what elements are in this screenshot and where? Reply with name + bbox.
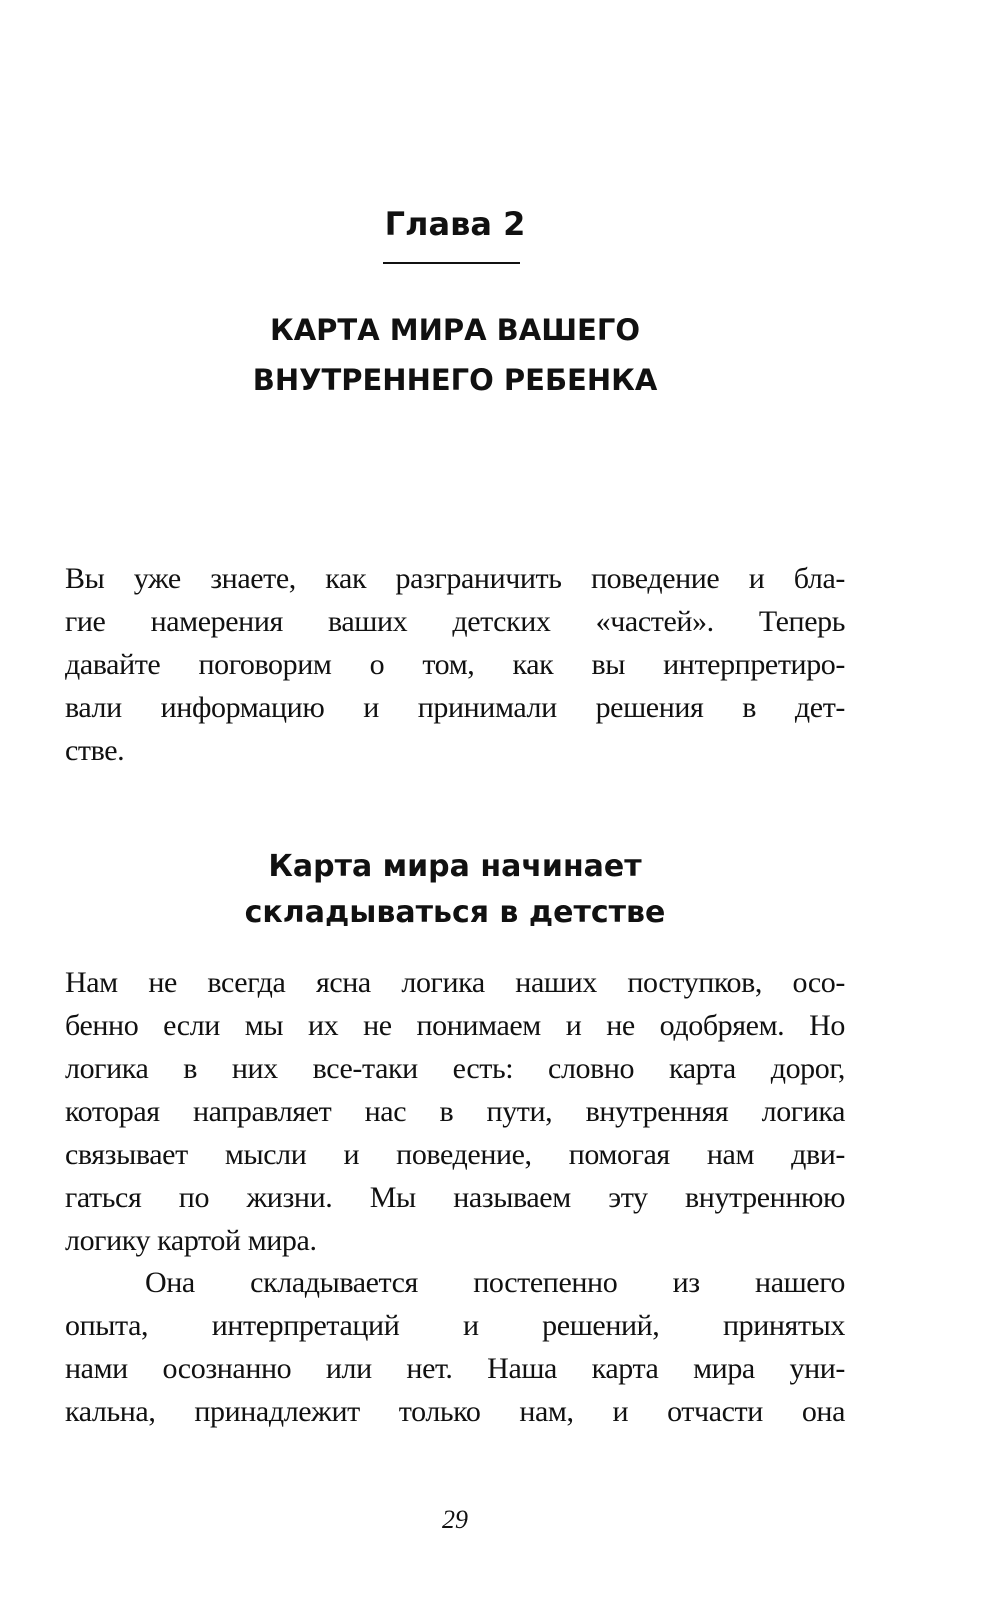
- text-line: логика в них все-таки есть: словно карта дорог,: [65, 1052, 845, 1085]
- text-line: которая направляет нас в пути, внутренняя логика: [65, 1095, 845, 1128]
- text-line: опыта, интерпретаций и решений, принятых: [65, 1309, 845, 1342]
- text-line: связывает мысли и поведение, помогая нам дви-: [65, 1138, 845, 1171]
- chapter-title-line: КАРТА МИРА ВАШЕГО: [270, 313, 640, 347]
- text-line: бенно если мы их не понимаем и не одобряем. Но: [65, 1009, 845, 1042]
- text-line: стве.: [65, 734, 125, 767]
- text-line: вали информацию и принимали решения в дет-: [65, 691, 845, 724]
- text-line: Нам не всегда ясна логика наших поступков, осо-: [65, 966, 845, 999]
- text-line: кальна, принадлежит только нам, и отчасти она: [65, 1395, 845, 1428]
- text-line: нами осознанно или нет. Наша карта мира уни-: [65, 1352, 845, 1385]
- text-line: логику картой мира.: [65, 1224, 317, 1257]
- page-number: 29: [442, 1505, 468, 1534]
- chapter-divider: [383, 262, 520, 264]
- chapter-title: [0, 305, 910, 405]
- text-line: гие намерения ваших детских «частей». Теперь: [65, 605, 845, 638]
- chapter-label: Глава 2: [384, 205, 526, 243]
- chapter-title-line: ВНУТРЕННЕГО РЕБЕНКА: [252, 363, 658, 397]
- section-title-line: Карта мира начинает: [268, 849, 642, 884]
- text-line: Она складывается постепенно из нашего: [145, 1266, 845, 1299]
- text-line: гаться по жизни. Мы называем эту внутреннюю: [65, 1181, 845, 1214]
- text-line: давайте поговорим о том, как вы интерпретиро-: [65, 648, 845, 681]
- text-line: Вы уже знаете, как разграничить поведение и бла-: [65, 562, 845, 595]
- section-title: [0, 844, 910, 936]
- section-title-line: складываться в детстве: [244, 895, 666, 930]
